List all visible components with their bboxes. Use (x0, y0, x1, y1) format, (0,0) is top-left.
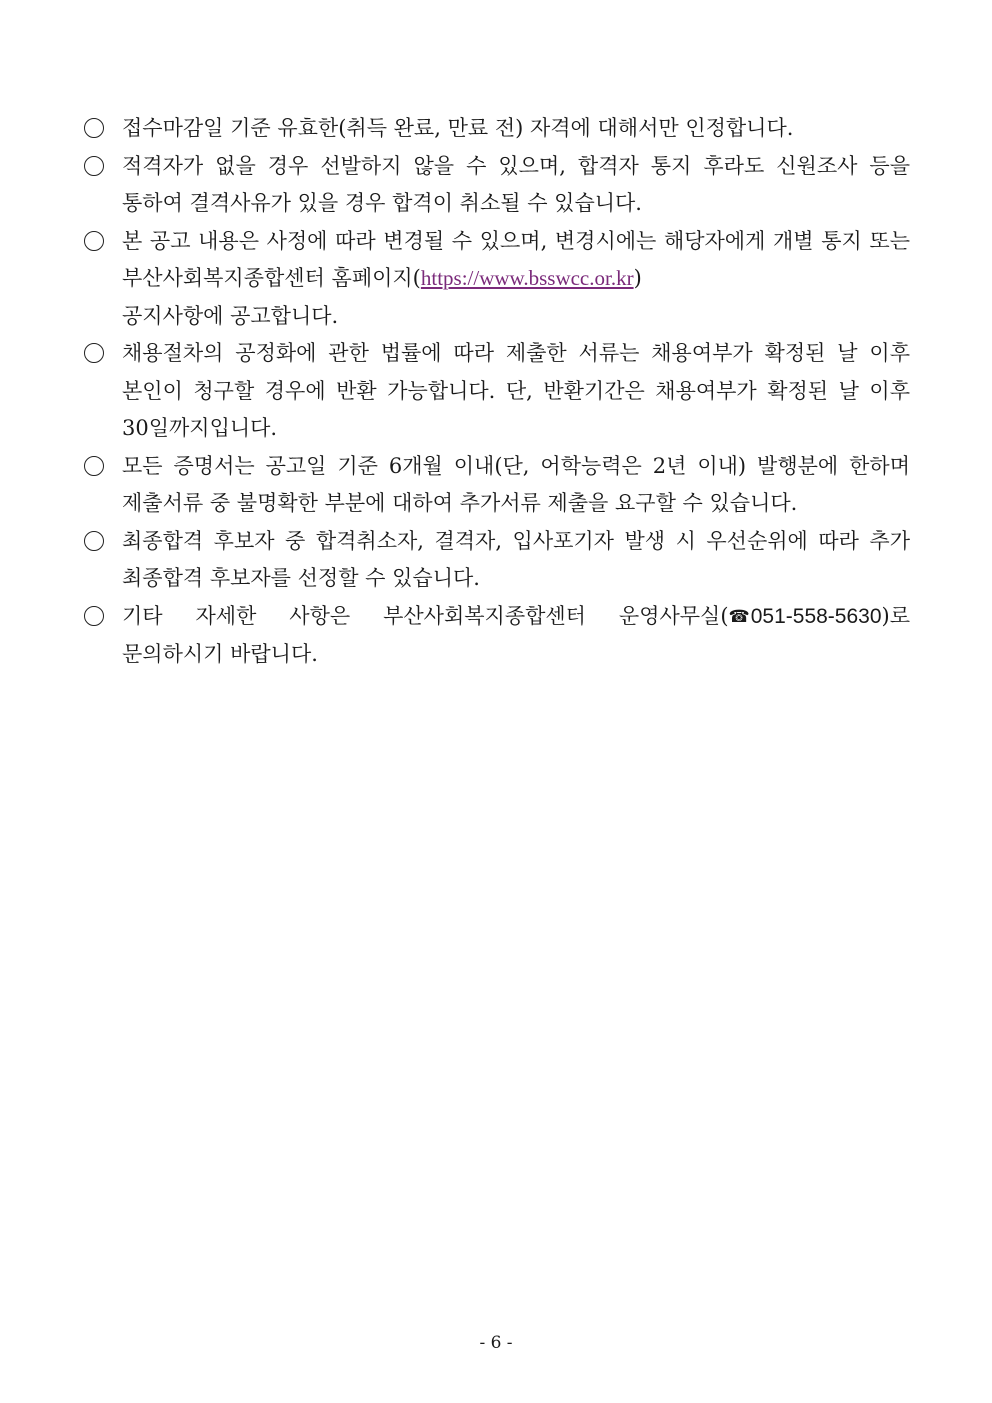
homepage-link[interactable]: https://www.bsswcc.or.kr (420, 266, 634, 290)
item-text: ) (633, 266, 642, 290)
item-text: 접수마감일 기준 유효한(취득 완료, 만료 전) 자격에 대해서만 인정합니다. (122, 116, 794, 140)
list-item (84, 598, 910, 674)
item-text: 공지사항에 공고합니다. (122, 303, 339, 328)
circle-bullet-icon (84, 343, 104, 363)
circle-bullet-icon (84, 118, 104, 138)
item-text: 채용절차의 공정화에 관한 법률에 따라 제출한 서류는 채용여부가 확정된 날 이후 본인이 청구할 경우에 반환 가능합니다. 단, 반환기간은 채용여부가 확정된 날 이후 30일까지입니다. (122, 341, 910, 440)
circle-bullet-icon (84, 156, 104, 176)
item-text: 본 공고 내용은 사정에 따라 변경될 수 있으며, 변경시에는 해당자에게 개별 통지 또는 부산사회복지종합센터 홈페이지( (122, 228, 910, 290)
notice-list (84, 110, 910, 674)
page-number: - 6 - (479, 1333, 513, 1353)
list-item (84, 110, 910, 148)
circle-bullet-icon (84, 231, 104, 251)
list-item (84, 223, 910, 336)
list-item (84, 148, 910, 223)
item-text: 최종합격 후보자 중 합격취소자, 결격자, 입사포기자 발생 시 우선순위에 따라 추가 최종합격 후보자를 선정할 수 있습니다. (122, 528, 910, 590)
item-text: 모든 증명서는 공고일 기준 6개월 이내(단, 어학능력은 2년 이내) 발행분에 한하며 제출서류 중 불명확한 부분에 대하여 추가서류 제출을 요구할 수 있습니다. (122, 453, 910, 515)
list-item (84, 448, 910, 523)
phone-number: 051-558-5630 (750, 604, 882, 628)
circle-bullet-icon (84, 531, 104, 551)
phone-icon: ☎ (728, 606, 750, 627)
circle-bullet-icon (84, 606, 104, 626)
item-text: )로 문의하시기 바랍니다. (122, 603, 910, 666)
item-text: 기타 자세한 사항은 부산사회복지종합센터 운영사무실( (122, 603, 729, 628)
circle-bullet-icon (84, 456, 104, 476)
list-item (84, 523, 910, 598)
item-text: 적격자가 없을 경우 선발하지 않을 수 있으며, 합격자 통지 후라도 신원조사 등을 통하여 결격사유가 있을 경우 합격이 취소될 수 있습니다. (122, 153, 910, 215)
list-item (84, 335, 910, 448)
